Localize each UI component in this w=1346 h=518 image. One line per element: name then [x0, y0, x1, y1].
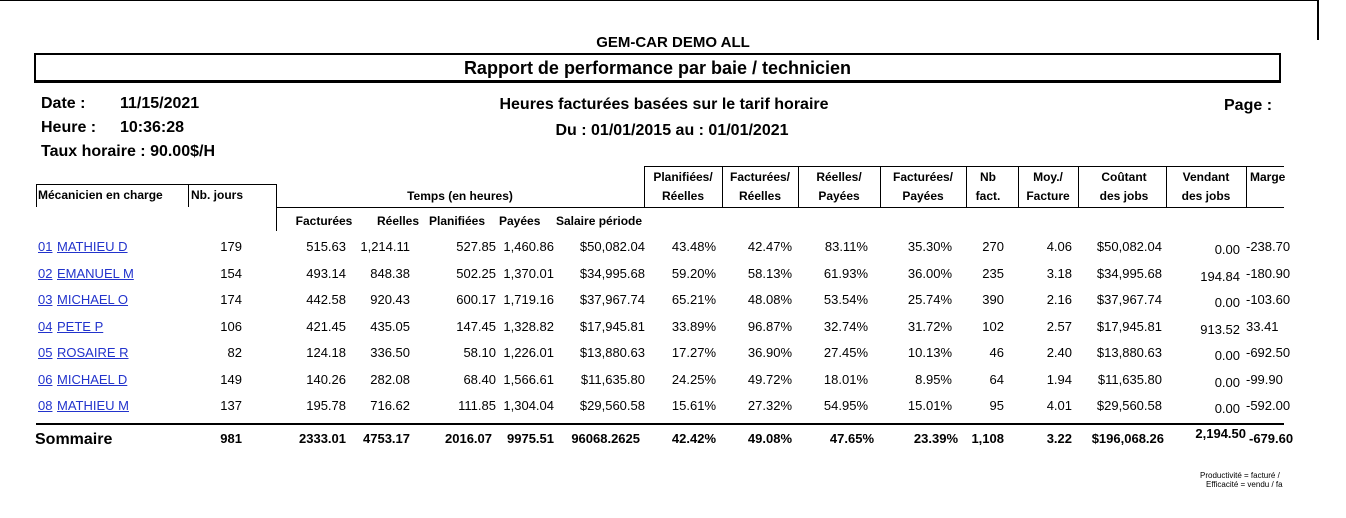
summary-salaire: 96068.2625 — [571, 431, 640, 446]
cell-salaire-periode: $13,880.63 — [579, 345, 645, 360]
header-divider — [188, 184, 189, 207]
cell-facturees: 124.18 — [306, 345, 346, 360]
cell-facturees-reelles: 58.13% — [747, 265, 792, 281]
technician-name-link[interactable]: MICHAEL O — [57, 292, 129, 307]
cell-moy-facture: 2.57 — [1046, 318, 1072, 334]
technician-code-link[interactable]: 02 — [38, 265, 53, 281]
cell-nb-jours: 149 — [220, 371, 242, 387]
cell-reelles: 435.05 — [370, 318, 410, 334]
cell-reelles-payees: 83.11% — [824, 239, 868, 254]
cell-marge: -692.50 — [1246, 345, 1291, 360]
cell-facturees: 140.26 — [306, 371, 346, 387]
header-line — [36, 184, 276, 185]
header-divider — [722, 166, 723, 207]
cell-payees: 1,460.86 — [503, 239, 554, 254]
summary-reelles-payees: 47.65% — [829, 431, 874, 446]
cell-salaire-periode: $11,635.80 — [580, 371, 645, 387]
report-period: Du : 01/01/2015 au : 01/01/2021 — [555, 122, 789, 139]
summary-facturees-reelles: 49.08% — [747, 431, 792, 446]
cell-reelles: 282.08 — [370, 371, 410, 387]
cell-nb-fact: 235 — [982, 265, 1004, 281]
cell-payees: 1,304.04 — [503, 398, 554, 413]
header-nb-jours: Nb. jours — [191, 188, 244, 202]
cell-planifiees-reelles: 17.27% — [671, 345, 716, 360]
header-nb-fact: Nb fact. — [975, 170, 1001, 203]
cell-facturees-payees: 15.01% — [907, 398, 952, 413]
technician-name-link[interactable]: MATHIEU M — [57, 398, 129, 413]
header-divider — [644, 166, 645, 207]
cell-salaire-periode: $37,967.74 — [579, 292, 645, 307]
header-marge: Marge — [1250, 170, 1286, 184]
cell-planifiees: 68.40 — [463, 371, 496, 387]
page-label: Page : — [1224, 97, 1273, 114]
cell-reelles: 1,214.11 — [360, 239, 410, 254]
summary-facturees: 2333.01 — [299, 431, 346, 446]
cell-moy-facture: 4.01 — [1046, 398, 1072, 413]
cell-coutant: $34,995.68 — [1096, 265, 1162, 281]
cell-coutant: $29,560.58 — [1096, 398, 1162, 413]
header-facturees-payees: Facturées/ Payées — [892, 170, 954, 203]
cell-planifiees: 58.10 — [463, 345, 496, 360]
cell-reelles-payees: 18.01% — [823, 371, 868, 387]
cell-payees: 1,370.01 — [503, 265, 554, 281]
cell-coutant: $11,635.80 — [1097, 371, 1162, 387]
technician-code-link[interactable]: 01 — [38, 239, 53, 254]
cell-payees: 1,566.61 — [503, 371, 554, 387]
cell-planifiees-reelles: 59.20% — [671, 265, 716, 281]
technician-name-link[interactable]: EMANUEL M — [57, 265, 134, 281]
cell-salaire-periode: $50,082.04 — [579, 239, 645, 254]
summary-planifiees-reelles: 42.42% — [671, 431, 716, 446]
header-mecanicien: Mécanicien en charge — [38, 188, 163, 202]
cell-vendant: 0.00 — [1214, 401, 1240, 416]
header-divider — [1018, 166, 1019, 207]
cell-coutant: $50,082.04 — [1096, 239, 1162, 254]
header-salaire-periode: Salaire période — [556, 214, 643, 228]
header-reelles-payees: Réelles/ Payées — [816, 170, 862, 203]
header-divider — [1166, 166, 1167, 207]
header-divider — [880, 166, 881, 207]
cell-salaire-periode: $29,560.58 — [579, 398, 645, 413]
cell-reelles-payees: 53.54% — [823, 292, 868, 307]
technician-name-link[interactable]: PETE P — [57, 318, 104, 334]
footer-note-efficacite: Efficacité = vendu / fa — [1206, 480, 1283, 489]
cell-vendant: 913.52 — [1200, 321, 1240, 337]
cell-payees: 1,719.16 — [503, 292, 554, 307]
date-value: 11/15/2021 — [120, 95, 200, 112]
cell-nb-fact: 102 — [982, 318, 1004, 334]
summary-payees: 9975.51 — [507, 431, 554, 446]
cell-vendant: 194.84 — [1200, 268, 1240, 284]
cell-planifiees: 111.85 — [458, 398, 496, 413]
cell-reelles-payees: 32.74% — [823, 318, 868, 334]
cell-marge: -99.90 — [1246, 371, 1283, 387]
header-divider — [798, 166, 799, 207]
header-reelles: Réelles — [377, 214, 420, 228]
cell-marge: 33.41 — [1246, 318, 1279, 334]
cell-moy-facture: 3.18 — [1046, 265, 1072, 281]
footer-note-productivite: Productivité = facturé / — [1200, 471, 1280, 480]
technician-code-link[interactable]: 04 — [38, 318, 53, 334]
time-label: Heure : — [41, 119, 97, 136]
cell-moy-facture: 4.06 — [1046, 239, 1072, 254]
cell-facturees-payees: 8.95% — [915, 371, 952, 387]
cell-facturees: 442.58 — [306, 292, 346, 307]
summary-moy-facture: 3.22 — [1046, 431, 1072, 446]
cell-facturees-reelles: 36.90% — [747, 345, 792, 360]
cell-reelles: 920.43 — [370, 292, 410, 307]
cell-vendant: 0.00 — [1214, 242, 1240, 257]
cell-facturees-reelles: 27.32% — [747, 398, 792, 413]
cell-planifiees-reelles: 15.61% — [671, 398, 716, 413]
cell-marge: -238.70 — [1246, 239, 1291, 254]
cell-planifiees: 600.17 — [456, 292, 496, 307]
cell-facturees-payees: 25.74% — [907, 292, 952, 307]
cell-moy-facture: 2.40 — [1046, 345, 1072, 360]
cell-planifiees-reelles: 65.21% — [671, 292, 716, 307]
header-planifiees-reelles: Planifiées/ Réelles — [653, 170, 713, 203]
cell-planifiees-reelles: 24.25% — [671, 371, 716, 387]
summary-label: Sommaire — [35, 431, 113, 448]
report-subtitle: Heures facturées basées sur le tarif horaire — [499, 96, 829, 113]
cell-marge: -103.60 — [1246, 292, 1291, 307]
header-planifiees: Planifiées — [429, 214, 486, 228]
cell-planifiees: 502.25 — [456, 265, 496, 281]
cell-vendant: 0.00 — [1214, 348, 1240, 363]
cell-coutant: $17,945.81 — [1096, 318, 1162, 334]
top-border — [0, 0, 1319, 1]
cell-planifiees: 147.45 — [456, 318, 496, 334]
date-label: Date : — [41, 95, 86, 112]
header-payees: Payées — [499, 214, 541, 228]
cell-coutant: $13,880.63 — [1096, 345, 1162, 360]
cell-facturees: 421.45 — [306, 318, 346, 334]
header-divider — [966, 166, 967, 207]
technician-name-link[interactable]: ROSAIRE R — [57, 345, 129, 360]
cell-marge: -180.90 — [1246, 265, 1291, 281]
header-divider — [1078, 166, 1079, 207]
cell-nb-jours: 137 — [220, 398, 242, 413]
cell-marge: -592.00 — [1246, 398, 1291, 413]
cell-salaire-periode: $17,945.81 — [579, 318, 645, 334]
technician-code-link[interactable]: 06 — [38, 371, 53, 387]
header-vendant: Vendant des jobs — [1181, 170, 1231, 203]
summary-reelles: 4753.17 — [363, 431, 410, 446]
cell-facturees-reelles: 42.47% — [747, 239, 792, 254]
cell-moy-facture: 2.16 — [1046, 292, 1072, 307]
cell-facturees-reelles: 49.72% — [747, 371, 792, 387]
cell-facturees-reelles: 96.87% — [747, 318, 792, 334]
cell-facturees: 515.63 — [306, 239, 346, 254]
cell-nb-jours: 174 — [220, 292, 242, 307]
header-line — [276, 207, 1284, 208]
cell-moy-facture: 1.94 — [1046, 371, 1072, 387]
cell-reelles-payees: 27.45% — [823, 345, 868, 360]
cell-nb-fact: 64 — [989, 371, 1004, 387]
cell-nb-fact: 46 — [989, 345, 1004, 360]
cell-facturees-reelles: 48.08% — [747, 292, 792, 307]
cell-reelles-payees: 54.95% — [823, 398, 868, 413]
cell-nb-fact: 270 — [982, 239, 1004, 254]
cell-reelles: 848.38 — [370, 265, 410, 281]
cell-vendant: 0.00 — [1214, 374, 1240, 390]
header-divider — [36, 184, 37, 207]
cell-planifiees: 527.85 — [456, 239, 496, 254]
cell-facturees: 195.78 — [306, 398, 346, 413]
technician-name-link[interactable]: MATHIEU D — [57, 239, 128, 254]
summary-coutant: $196,068.26 — [1091, 431, 1164, 446]
header-moy-facture: Moy./ Facture — [1026, 170, 1070, 203]
cell-planifiees-reelles: 33.89% — [671, 318, 716, 334]
cell-reelles: 716.62 — [370, 398, 410, 413]
cell-facturees-payees: 36.00% — [907, 265, 952, 281]
cell-facturees-payees: 10.13% — [907, 345, 952, 360]
cell-reelles: 336.50 — [370, 345, 410, 360]
cell-payees: 1,226.01 — [503, 345, 554, 360]
summary-planifiees: 2016.07 — [445, 431, 492, 446]
cell-nb-jours: 179 — [220, 239, 242, 254]
header-facturees: Facturées — [295, 214, 353, 228]
summary-vendant: 2,194.50 — [1195, 426, 1246, 441]
technician-code-link[interactable]: 05 — [38, 345, 53, 360]
cell-vendant: 0.00 — [1214, 295, 1240, 310]
cell-nb-fact: 390 — [982, 292, 1004, 307]
cell-facturees: 493.14 — [306, 265, 346, 281]
cell-nb-jours: 106 — [220, 318, 242, 334]
header-divider — [1246, 166, 1247, 207]
summary-facturees-payees: 23.39% — [913, 431, 958, 446]
hourly-rate: Taux horaire : 90.00$/H — [41, 143, 215, 160]
cell-coutant: $37,967.74 — [1096, 292, 1162, 307]
header-coutant: Coûtant des jobs — [1099, 170, 1149, 203]
cell-facturees-payees: 31.72% — [907, 318, 952, 334]
summary-separator — [36, 423, 1284, 425]
header-facturees-reelles: Facturées/ Réelles — [729, 170, 791, 203]
technician-code-link[interactable]: 03 — [38, 292, 53, 307]
summary-marge: -679.60 — [1249, 431, 1294, 446]
company-name: GEM-CAR DEMO ALL — [596, 34, 750, 51]
cell-nb-jours: 82 — [227, 345, 242, 360]
cell-salaire-periode: $34,995.68 — [579, 265, 645, 281]
cell-reelles-payees: 61.93% — [823, 265, 868, 281]
cell-planifiees-reelles: 43.48% — [671, 239, 716, 254]
technician-code-link[interactable]: 08 — [38, 398, 53, 413]
summary-jours: 981 — [220, 431, 242, 446]
header-divider — [276, 184, 277, 231]
technician-name-link[interactable]: MICHAEL D — [57, 371, 128, 387]
cell-payees: 1,328.82 — [503, 318, 554, 334]
header-line — [644, 166, 1284, 167]
header-temps: Temps (en heures) — [407, 189, 513, 203]
cell-facturees-payees: 35.30% — [907, 239, 952, 254]
time-value: 10:36:28 — [120, 119, 185, 136]
report-title: Rapport de performance par baie / technicien — [34, 53, 1281, 83]
cell-nb-jours: 154 — [220, 265, 242, 281]
cell-nb-fact: 95 — [989, 398, 1004, 413]
summary-nb-fact: 1,108 — [971, 431, 1004, 446]
